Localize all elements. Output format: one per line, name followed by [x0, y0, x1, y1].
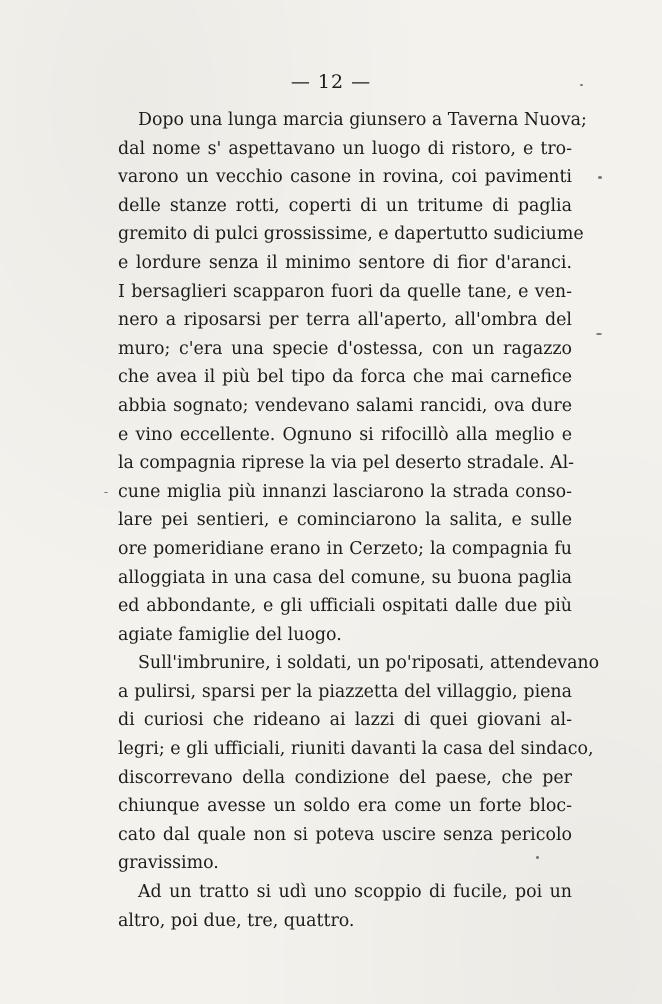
text-line: di curiosi che rideano ai lazzi di quei giovani al-	[118, 710, 572, 731]
text-line: e lordure senza il minimo sentore di fior d'aranci.	[118, 252, 572, 273]
text-line: Sull'imbrunire, i soldati, un po'riposati, attendevano	[138, 653, 600, 674]
text-line: discorrevano della condizione del paese, che per	[118, 767, 572, 788]
text-line: abbia sognato; vendevano salami rancidi, ova dure	[118, 395, 572, 416]
text-line: a pulirsi, sparsi per la piazzetta del villaggio, piena	[118, 681, 572, 702]
text-line: la compagnia riprese la via pel deserto stradale. Al-	[118, 453, 575, 474]
text-line: che avea il più bel tipo da forca che mai carnefice	[118, 367, 572, 388]
text-line: agiate famiglie del luogo.	[118, 624, 342, 645]
text-line: ed abbondante, e gli ufficiali ospitati dalle due più	[118, 596, 572, 617]
paper-speck	[580, 84, 583, 86]
text-line: lare pei sentieri, e cominciarono la salita, e sulle	[118, 510, 572, 531]
paper-speck	[104, 492, 108, 493]
text-line: chiunque avesse un soldo era come un forte bloc-	[118, 796, 572, 817]
text-line: cato dal quale non si poteva uscire senza pericolo	[118, 824, 572, 845]
text-line: gravissimo.	[118, 853, 219, 874]
text-line: Ad un tratto si udì uno scoppio di fucile, poi un	[138, 882, 572, 903]
paper-speck	[596, 333, 602, 335]
page-number: — 12 —	[290, 71, 372, 93]
text-line: altro, poi due, tre, quattro.	[118, 910, 355, 931]
body-text	[118, 106, 600, 935]
text-line: gremito di pulci grossissime, e dapertutto sudiciume	[118, 224, 584, 245]
text-line: dal nome s' aspettavano un luogo di ristoro, e tro-	[118, 138, 572, 159]
text-line: I bersaglieri scapparon fuori da quelle tane, e ven-	[118, 281, 572, 302]
text-line: nero a riposarsi per terra all'aperto, all'ombra del	[118, 310, 572, 331]
text-line: legri; e gli ufficiali, riuniti davanti la casa del sindaco,	[118, 739, 594, 760]
text-line: alloggiata in una casa del comune, su buona paglia	[118, 567, 572, 588]
paper-speck	[598, 176, 602, 179]
text-line: e vino eccellente. Ognuno si rifocillò alla meglio e	[118, 424, 572, 445]
text-line: muro; c'era una specie d'ostessa, con un ragazzo	[118, 338, 572, 359]
text-line: varono un vecchio casone in rovina, coi pavimenti	[118, 167, 572, 188]
text-line: Dopo una lunga marcia giunsero a Taverna Nuova;	[138, 110, 587, 130]
paper-speck	[536, 856, 539, 859]
text-line: delle stanze rotti, coperti di un tritume di paglia	[118, 195, 572, 216]
text-line: cune miglia più innanzi lasciarono la strada conso-	[118, 481, 572, 502]
text-line: ore pomeridiane erano in Cerzeto; la compagnia fu	[118, 538, 572, 559]
